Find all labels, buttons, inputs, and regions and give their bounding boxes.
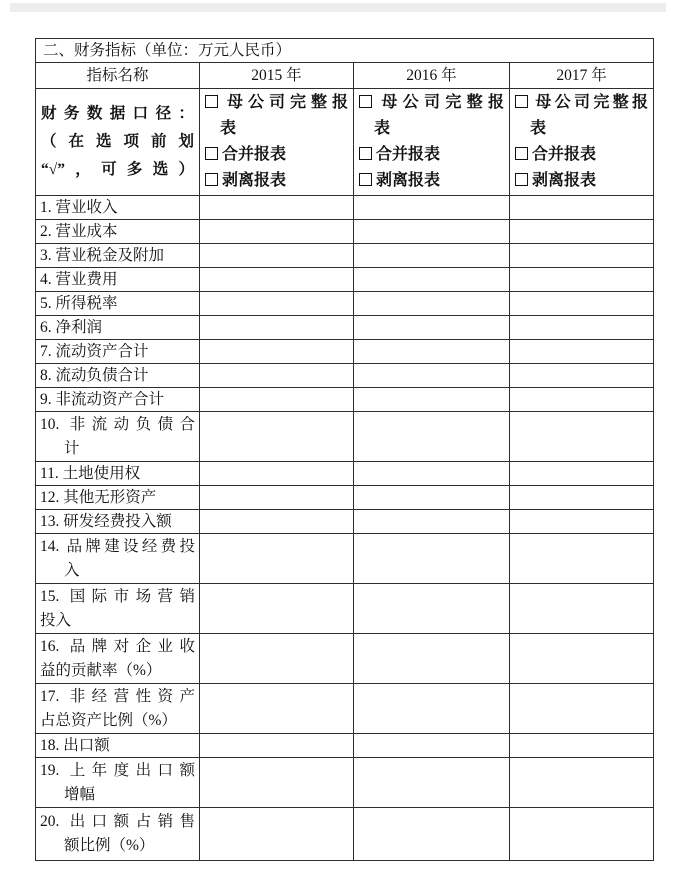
value-cell-year-1[interactable] [200, 486, 354, 510]
value-cell-year-1[interactable] [200, 510, 354, 534]
indicator-row [36, 388, 654, 412]
checkbox-option[interactable] [205, 90, 348, 116]
checkbox-option[interactable] [515, 142, 648, 168]
indicator-label [36, 684, 200, 734]
indicator-label [36, 584, 200, 634]
indicator-label-line: 8. 流动负债合计 [40, 367, 149, 384]
checkbox-option-label: 剥离报表 [532, 172, 597, 189]
value-cell-year-2[interactable] [354, 634, 510, 684]
indicator-label [36, 412, 200, 462]
indicator-label-line: 3. 营业税金及附加 [40, 247, 165, 264]
checkbox-option-label-cont: 表 [374, 120, 391, 137]
value-cell-year-3[interactable] [510, 534, 654, 584]
value-cell-year-2[interactable] [354, 220, 510, 244]
indicator-label-line: 计 [64, 439, 80, 457]
header-year-2016: 2016 年 [354, 63, 510, 89]
value-cell-year-2[interactable] [354, 244, 510, 268]
indicator-label [36, 220, 200, 244]
checkbox-icon[interactable] [359, 173, 372, 186]
checkbox-option-label: 合并报表 [376, 146, 441, 163]
checkbox-option-label-cont: 表 [220, 120, 237, 137]
checkbox-option-label: 剥离报表 [376, 172, 441, 189]
indicator-label [36, 462, 200, 486]
indicator-label [36, 534, 200, 584]
indicator-label-line: 19. 上年度出口额 [40, 761, 195, 779]
checkbox-option[interactable] [205, 168, 348, 194]
value-cell-year-3[interactable] [510, 196, 654, 220]
indicator-label-line: 12. 其他无形资产 [40, 489, 157, 506]
value-cell-year-3[interactable] [510, 316, 654, 340]
value-cell-year-3[interactable] [510, 244, 654, 268]
indicator-row [36, 634, 654, 684]
value-cell-year-1[interactable] [200, 388, 354, 412]
value-cell-year-1[interactable] [200, 268, 354, 292]
value-cell-year-2[interactable] [354, 292, 510, 316]
value-cell-year-2[interactable] [354, 340, 510, 364]
value-cell-year-1[interactable] [200, 316, 354, 340]
indicator-row [36, 684, 654, 734]
indicator-label [36, 510, 200, 534]
value-cell-year-3[interactable] [510, 268, 654, 292]
checkbox-cell-year-1 [200, 89, 354, 196]
value-cell-year-2[interactable] [354, 758, 510, 808]
value-cell-year-2[interactable] [354, 486, 510, 510]
value-cell-year-3[interactable] [510, 340, 654, 364]
indicator-label [36, 634, 200, 684]
indicator-row [36, 244, 654, 268]
value-cell-year-3[interactable] [510, 584, 654, 634]
value-cell-year-3[interactable] [510, 510, 654, 534]
scope-label-line: “√”，可多选） [41, 161, 194, 178]
checkbox-icon[interactable] [205, 173, 218, 186]
indicator-row [36, 510, 654, 534]
indicator-label-line: 20. 出口额占销售 [40, 813, 195, 830]
checkbox-icon[interactable] [359, 147, 372, 160]
value-cell-year-2[interactable] [354, 534, 510, 584]
section-title-row [36, 39, 654, 63]
value-cell-year-3[interactable] [510, 364, 654, 388]
checkbox-option[interactable] [359, 90, 504, 116]
checkbox-cell-year-2 [354, 89, 510, 196]
checkbox-icon[interactable] [205, 147, 218, 160]
indicator-label [36, 364, 200, 388]
indicator-label [36, 734, 200, 758]
value-cell-year-2[interactable] [354, 808, 510, 861]
checkbox-icon[interactable] [205, 95, 218, 108]
indicator-label-line: 投入 [40, 611, 72, 629]
indicator-label-line: 11. 土地使用权 [40, 465, 141, 482]
indicator-row [36, 412, 654, 462]
value-cell-year-2[interactable] [354, 684, 510, 734]
value-cell-year-1[interactable] [200, 734, 354, 758]
value-cell-year-1[interactable] [200, 412, 354, 462]
header-indicator-name: 指标名称 [36, 63, 200, 89]
value-cell-year-1[interactable] [200, 634, 354, 684]
checkbox-option-label: 母公司完整报 [532, 94, 649, 111]
indicator-label-line: 2. 营业成本 [40, 223, 118, 240]
indicator-label [36, 808, 200, 861]
indicator-label-line: 15. 国际市场营销 [40, 587, 195, 605]
checkbox-option-label: 合并报表 [222, 146, 287, 163]
value-cell-year-1[interactable] [200, 584, 354, 634]
indicator-row [36, 268, 654, 292]
checkbox-option[interactable] [515, 90, 648, 116]
value-cell-year-2[interactable] [354, 412, 510, 462]
indicator-row [36, 808, 654, 861]
table-header-row [36, 63, 654, 89]
indicator-label [36, 316, 200, 340]
scope-label [36, 89, 200, 196]
value-cell-year-2[interactable] [354, 388, 510, 412]
indicator-label-line: 6. 净利润 [40, 319, 103, 336]
indicator-label [36, 196, 200, 220]
indicator-label [36, 292, 200, 316]
value-cell-year-2[interactable] [354, 510, 510, 534]
indicator-row [36, 758, 654, 808]
checkbox-option-label: 母公司完整报 [376, 94, 504, 111]
value-cell-year-1[interactable] [200, 196, 354, 220]
value-cell-year-2[interactable] [354, 462, 510, 486]
scope-label-line: 财务数据口径： [41, 105, 194, 122]
value-cell-year-1[interactable] [200, 758, 354, 808]
indicator-label [36, 244, 200, 268]
value-cell-year-3[interactable] [510, 758, 654, 808]
value-cell-year-2[interactable] [354, 268, 510, 292]
value-cell-year-3[interactable] [510, 808, 654, 861]
indicator-label-line: 1. 营业收入 [40, 199, 118, 216]
indicator-row [36, 364, 654, 388]
indicator-label-line: 5. 所得税率 [40, 295, 118, 312]
indicator-label-line: 18. 出口额 [40, 737, 110, 754]
header-year-2015: 2015 年 [200, 63, 354, 89]
value-cell-year-1[interactable] [200, 244, 354, 268]
financial-indicators-table [35, 38, 654, 861]
indicator-label-line: 16. 品牌对企业收 [40, 637, 195, 655]
indicator-label-line: 占总资产比例（%） [40, 711, 177, 729]
value-cell-year-2[interactable] [354, 584, 510, 634]
indicator-label-line: 7. 流动资产合计 [40, 343, 149, 360]
indicator-label-line: 额比例（%） [64, 837, 155, 854]
header-year-2017: 2017 年 [510, 63, 654, 89]
indicator-row [36, 584, 654, 634]
scan-artifact [10, 3, 666, 12]
checkbox-option[interactable] [205, 142, 348, 168]
indicator-label-line: 10. 非流动负债合 [40, 415, 195, 433]
indicator-row [36, 486, 654, 510]
checkbox-option-label: 母公司完整报 [222, 94, 348, 111]
value-cell-year-3[interactable] [510, 412, 654, 462]
value-cell-year-1[interactable] [200, 340, 354, 364]
value-cell-year-3[interactable] [510, 684, 654, 734]
checkbox-option[interactable] [515, 168, 648, 194]
value-cell-year-3[interactable] [510, 220, 654, 244]
indicator-row [36, 462, 654, 486]
indicator-label [36, 758, 200, 808]
value-cell-year-1[interactable] [200, 534, 354, 584]
value-cell-year-2[interactable] [354, 316, 510, 340]
checkbox-icon[interactable] [515, 95, 528, 108]
value-cell-year-1[interactable] [200, 462, 354, 486]
indicator-row [36, 534, 654, 584]
value-cell-year-2[interactable] [354, 196, 510, 220]
value-cell-year-3[interactable] [510, 486, 654, 510]
checkbox-option[interactable] [359, 142, 504, 168]
checkbox-icon[interactable] [515, 173, 528, 186]
indicator-label-line: 13. 研发经费投入额 [40, 513, 172, 530]
checkbox-option-label: 剥离报表 [222, 172, 287, 189]
value-cell-year-1[interactable] [200, 292, 354, 316]
section-title: 二、财务指标（单位：万元人民币） [36, 39, 654, 63]
indicator-label [36, 340, 200, 364]
data-scope-row [36, 89, 654, 196]
indicator-label-line: 入 [64, 561, 80, 579]
value-cell-year-1[interactable] [200, 684, 354, 734]
indicator-label-line: 增幅 [64, 785, 96, 803]
value-cell-year-2[interactable] [354, 364, 510, 388]
value-cell-year-3[interactable] [510, 388, 654, 412]
scope-label-line: （在选项前划 [41, 133, 194, 150]
value-cell-year-1[interactable] [200, 220, 354, 244]
indicator-label-line: 14. 品牌建设经费投 [40, 537, 195, 555]
checkbox-option[interactable] [359, 168, 504, 194]
indicator-row [36, 220, 654, 244]
value-cell-year-1[interactable] [200, 808, 354, 861]
indicator-label-line: 17. 非经营性资产 [40, 687, 195, 705]
indicator-label-line: 4. 营业费用 [40, 271, 118, 288]
indicator-row [36, 734, 654, 758]
value-cell-year-3[interactable] [510, 734, 654, 758]
indicator-row [36, 292, 654, 316]
indicator-row [36, 196, 654, 220]
indicator-label [36, 268, 200, 292]
checkbox-option-label: 合并报表 [532, 146, 597, 163]
checkbox-icon[interactable] [515, 147, 528, 160]
value-cell-year-1[interactable] [200, 364, 354, 388]
value-cell-year-2[interactable] [354, 734, 510, 758]
checkbox-option-label-cont: 表 [530, 120, 547, 137]
checkbox-icon[interactable] [359, 95, 372, 108]
indicator-label-line: 益的贡献率（%） [40, 661, 162, 679]
indicator-row [36, 316, 654, 340]
value-cell-year-3[interactable] [510, 292, 654, 316]
indicator-row [36, 340, 654, 364]
value-cell-year-3[interactable] [510, 462, 654, 486]
indicator-label [36, 388, 200, 412]
value-cell-year-3[interactable] [510, 634, 654, 684]
indicator-label-line: 9. 非流动资产合计 [40, 391, 165, 408]
checkbox-cell-year-3 [510, 89, 654, 196]
indicator-label [36, 486, 200, 510]
